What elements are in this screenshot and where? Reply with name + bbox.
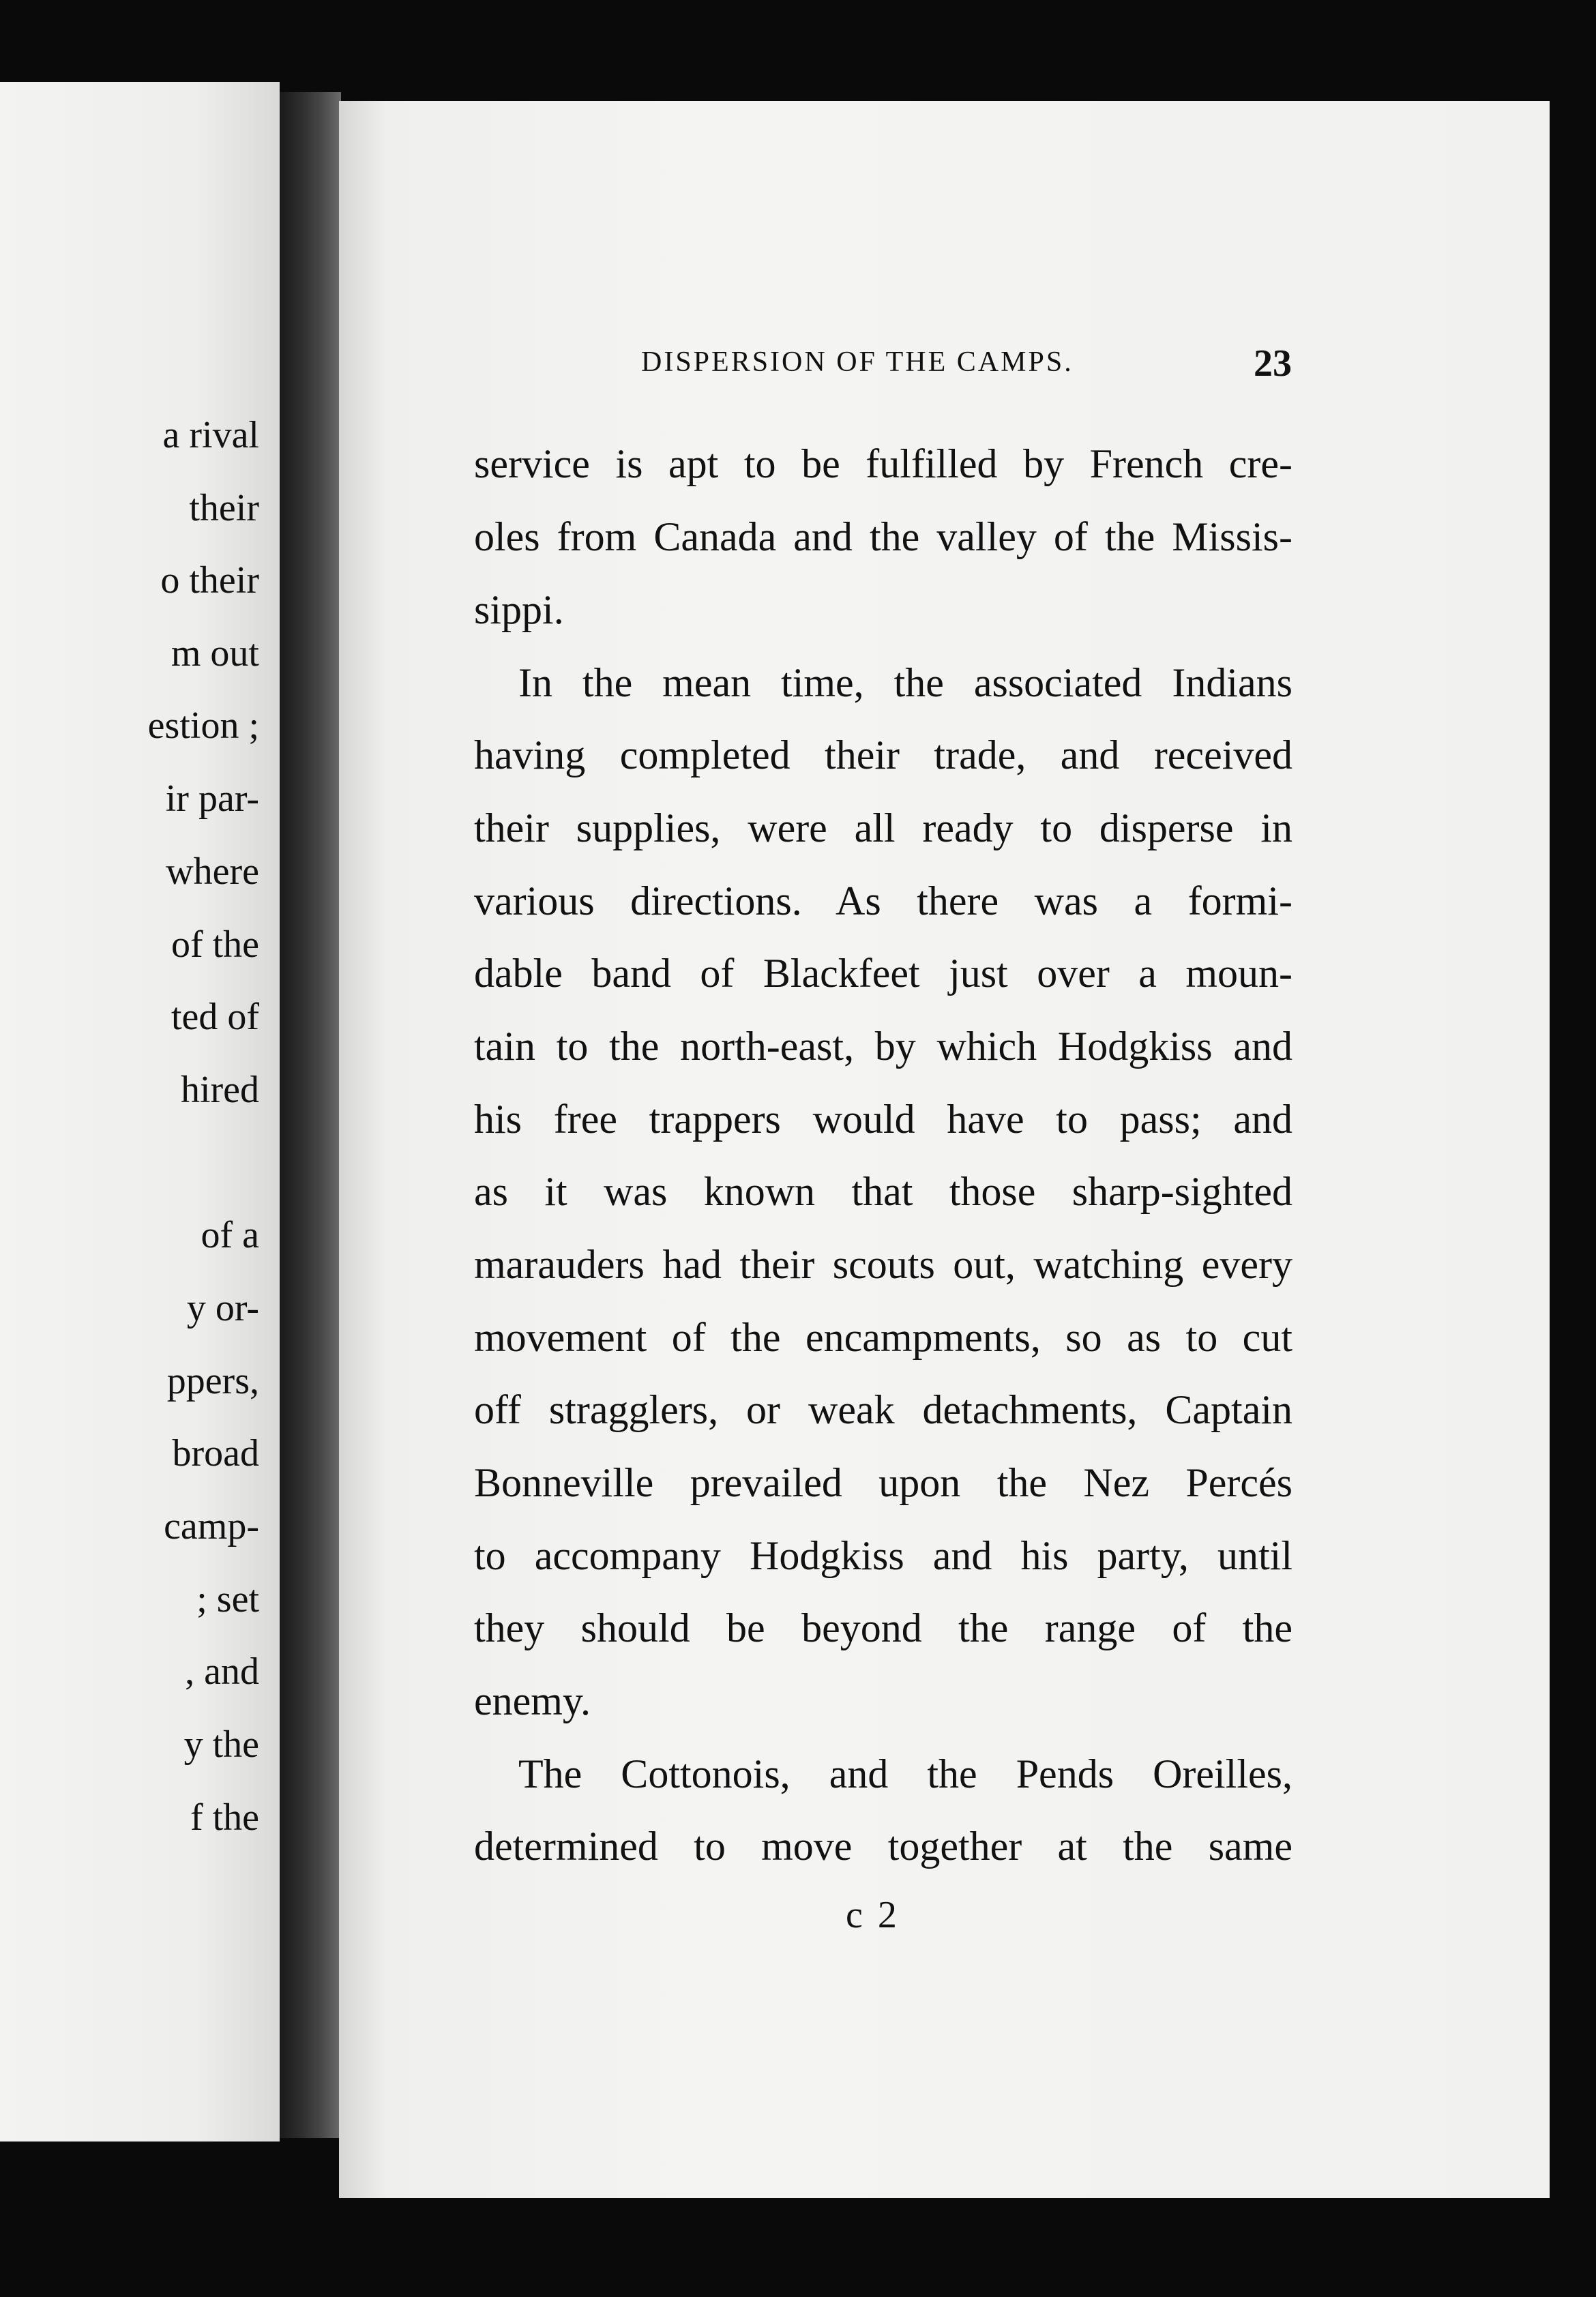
body-text-line: tain to the north-east, by which Hodgkiss and [474,1024,1292,1069]
body-text-line: off stragglers, or weak detachments, Captain [474,1387,1292,1432]
left-page-line: ; set [196,1578,259,1620]
left-page-line: their [189,487,259,529]
book-gutter [280,92,341,2138]
left-page-line: m out [171,632,259,675]
body-text-line: movement of the encampments, so as to cut [474,1315,1292,1360]
left-page-line: of the [171,923,259,966]
body-text-line: determined to move together at the same [474,1824,1292,1869]
left-page-line: a rival [162,414,259,456]
body-text-line: In the mean time, the associated Indians [518,660,1292,705]
left-page-line: o their [160,559,259,602]
left-page-line: of a [201,1214,259,1256]
left-page [0,82,280,2142]
body-text-line: sippi. [474,587,564,632]
body-text-line: having completed their trade, and received [474,732,1292,777]
body-text-line: enemy. [474,1678,591,1723]
left-page-line: y the [183,1723,259,1766]
left-page-line: , and [185,1650,259,1693]
page-number: 23 [1254,342,1292,385]
body-text-line: as it was known that those sharp-sighted [474,1169,1292,1214]
left-page-line: broad [172,1432,259,1474]
left-page-line: ir par- [165,777,259,820]
body-text-line: dable band of Blackfeet just over a moun- [474,951,1292,996]
left-page-line: ted of [171,996,259,1038]
left-page-line: camp- [164,1505,259,1547]
signature-mark: c 2 [846,1894,900,1936]
body-text-line: to accompany Hodgkiss and his party, until [474,1533,1292,1578]
running-head: DISPERSION OF THE CAMPS. [641,346,1074,378]
left-page-line: y or- [186,1287,259,1329]
body-text-line: service is apt to be fulfilled by French cre- [474,441,1292,486]
body-text-line: various directions. As there was a formi- [474,878,1292,923]
left-page-line: where [166,850,259,893]
body-text-line: they should be beyond the range of the [474,1605,1292,1650]
body-text-line: marauders had their scouts out, watching every [474,1242,1292,1287]
body-text-line: Bonneville prevailed upon the Nez Percés [474,1460,1292,1505]
left-page-line: ppers, [166,1360,259,1402]
body-text-line: The Cottonois, and the Pends Oreilles, [518,1751,1292,1796]
right-page [339,101,1550,2198]
left-page-line: f the [190,1796,259,1839]
body-text-line: oles from Canada and the valley of the Missis- [474,514,1292,559]
left-page-line: estion ; [147,705,259,747]
body-text-line: their supplies, were all ready to disperse in [474,805,1292,850]
left-page-line: hired [180,1069,259,1111]
body-text-line: his free trappers would have to pass; and [474,1097,1292,1142]
